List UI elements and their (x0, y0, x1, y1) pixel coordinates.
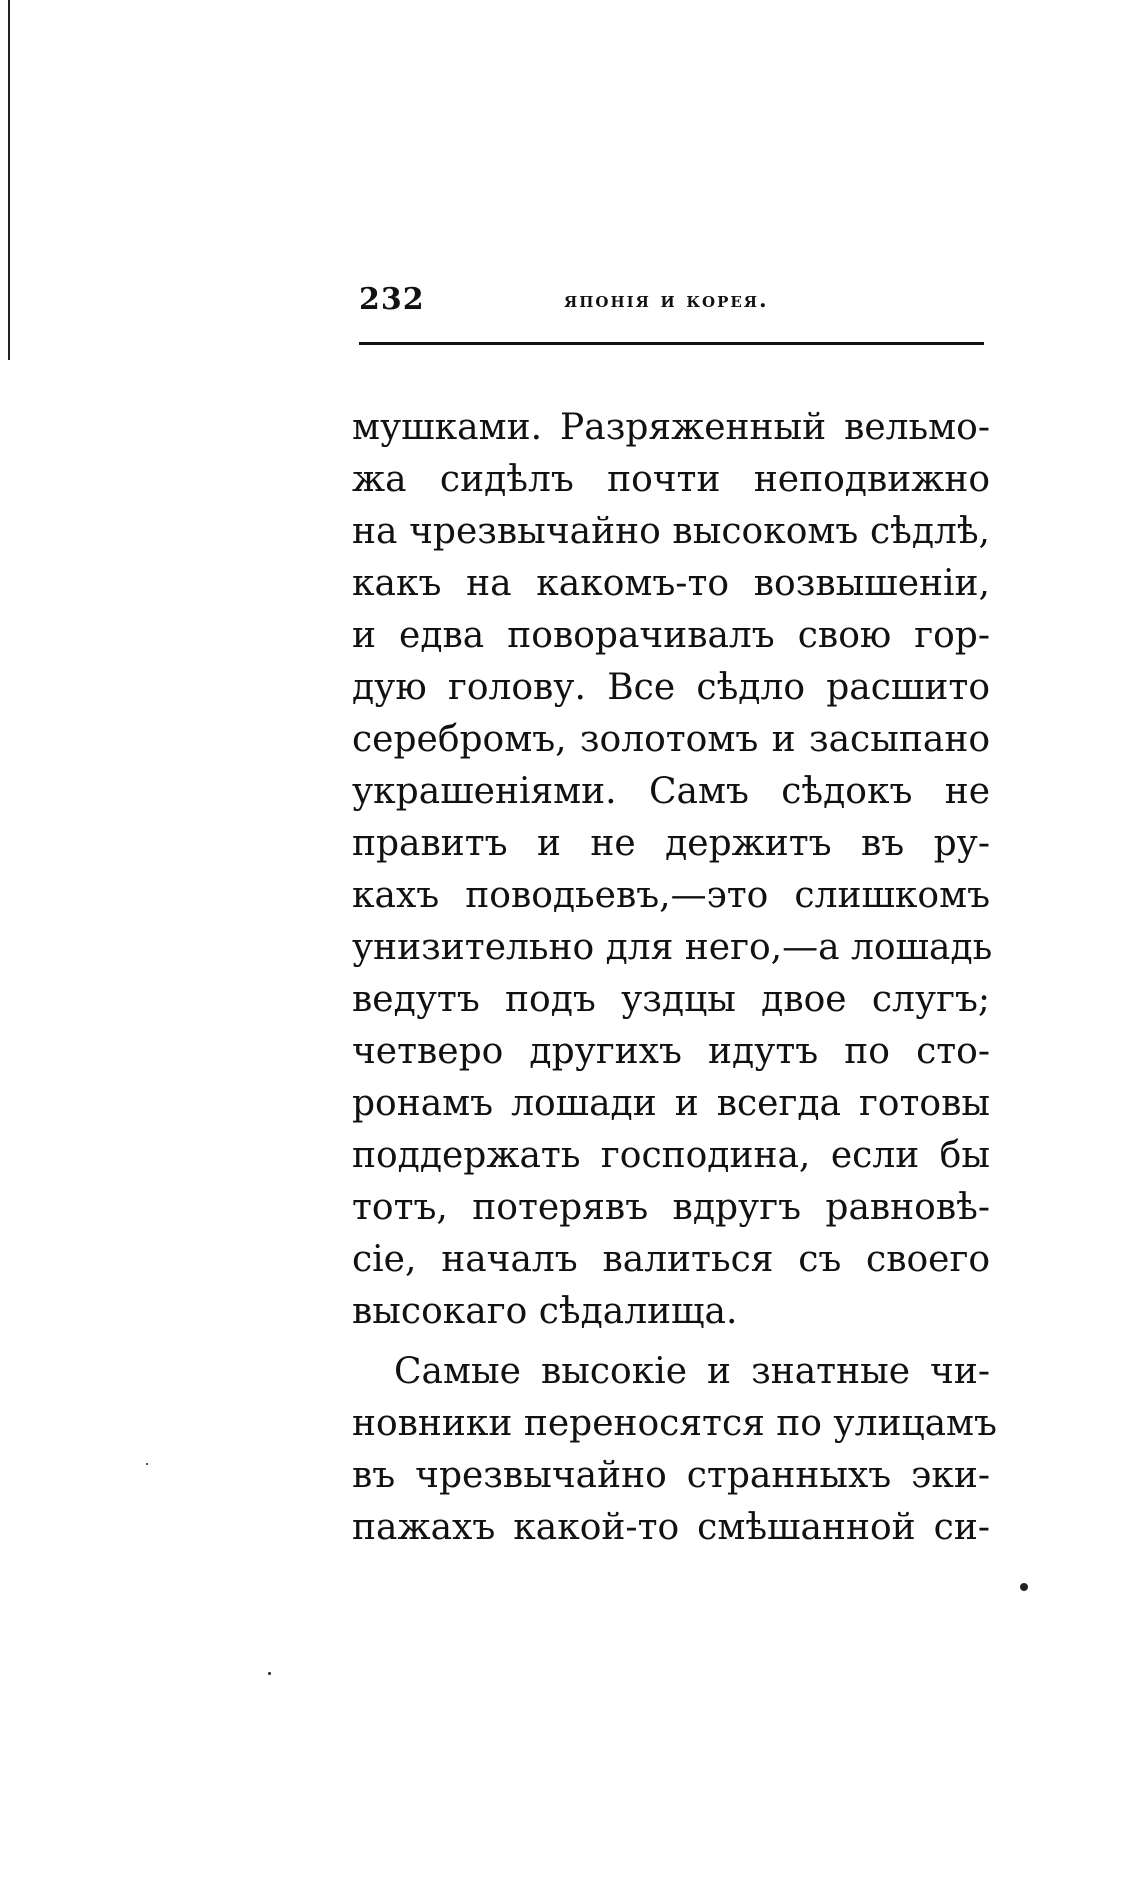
ink-speck (1020, 1583, 1028, 1591)
text-line: ронамъ лошади и всегда готовы (352, 1083, 990, 1124)
header-rule (359, 342, 984, 345)
text-line: жа сидѣлъ почти неподвижно (352, 459, 990, 500)
paragraph-gap (352, 1338, 990, 1346)
text-line: серебромъ, золотомъ и засыпано (352, 719, 990, 760)
text-line: правитъ и не держитъ въ ру- (352, 823, 990, 864)
text-line: мушками. Разряженный вельмо- (352, 407, 990, 448)
text-line: въ чрезвычайно странныхъ эки- (352, 1455, 990, 1496)
text-line: поддержать господина, если бы (352, 1135, 990, 1176)
text-line: новники переносятся по улицамъ (352, 1403, 997, 1444)
page-header (359, 280, 984, 320)
running-title: японія и корея. (564, 287, 769, 313)
text-line: сіе, началъ валиться съ своего (352, 1239, 990, 1280)
text-line: и едва поворачивалъ свою гор- (352, 615, 990, 656)
page-edge-line (8, 0, 10, 360)
body-text (352, 402, 997, 1554)
text-line: ведутъ подъ уздцы двое слугъ; (352, 979, 990, 1020)
text-line: тотъ, потерявъ вдругъ равновѣ- (352, 1187, 990, 1228)
text-line: высокаго сѣдалища. (352, 1291, 738, 1332)
text-line: украшеніями. Самъ сѣдокъ не (352, 771, 990, 812)
text-line: четверо другихъ идутъ по сто- (352, 1031, 990, 1072)
text-line: унизительно для него,—а лошадь (352, 927, 993, 968)
text-line: на чрезвычайно высокомъ сѣдлѣ, (352, 511, 990, 552)
text-line: кахъ поводьевъ,—это слишкомъ (352, 875, 990, 916)
text-line: Самые высокіе и знатные чи- (394, 1351, 990, 1392)
text-line: дую голову. Все сѣдло расшито (352, 667, 990, 708)
ink-speck (146, 1463, 148, 1465)
ink-speck (268, 1672, 271, 1675)
paragraph-2 (352, 1346, 997, 1554)
text-line: какъ на какомъ-то возвышеніи, (352, 563, 990, 604)
page-number: 232 (359, 282, 425, 317)
paragraph-1 (352, 402, 993, 1338)
text-line: пажахъ какой-то смѣшанной си- (352, 1507, 990, 1548)
